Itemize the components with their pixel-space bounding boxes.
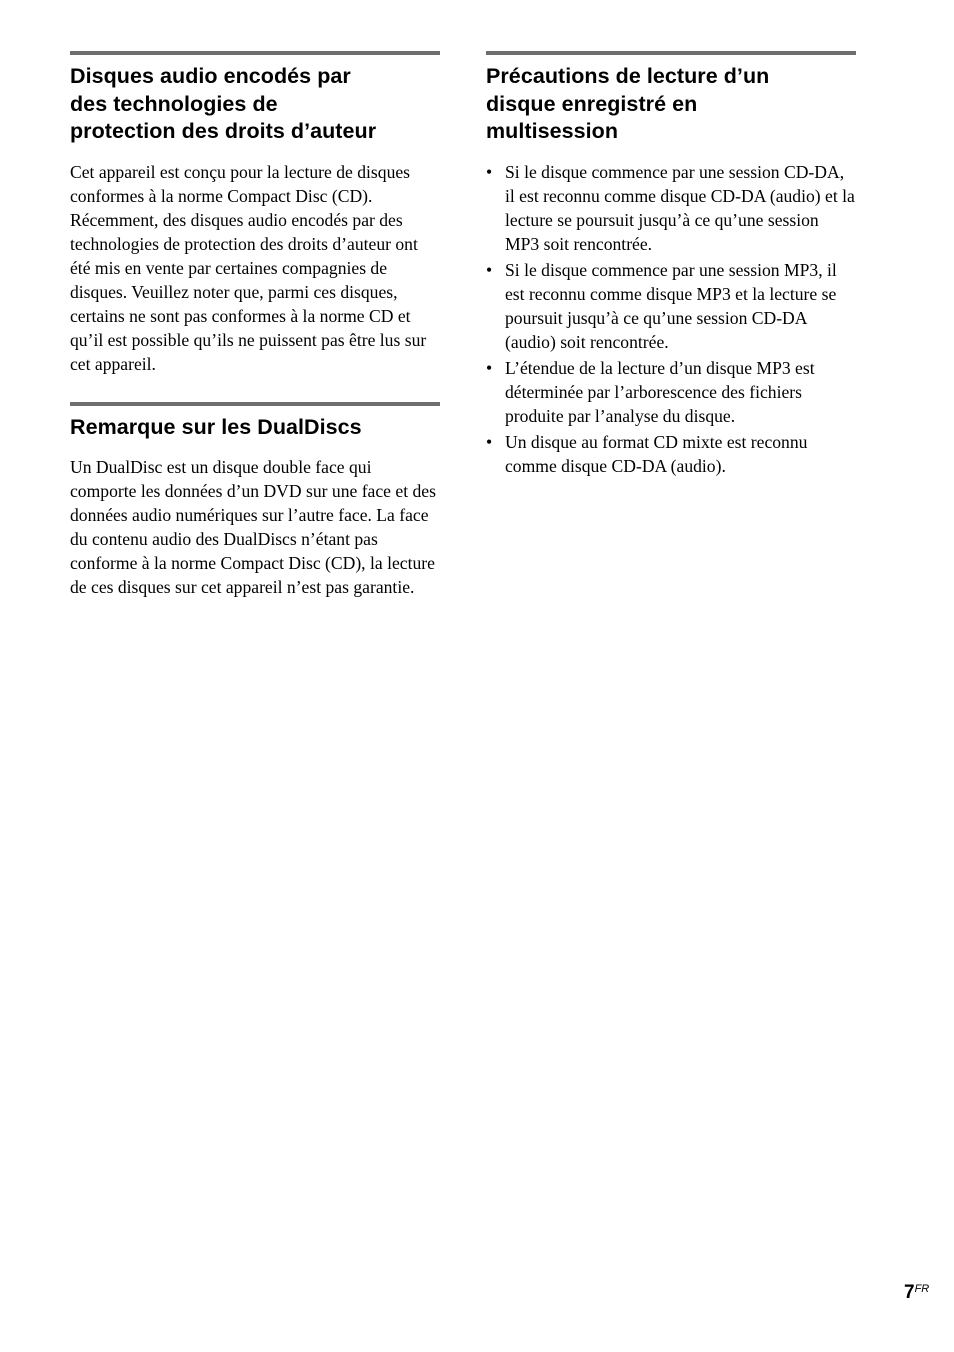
list-item-text: Un disque au format CD mixte est reconnu comme disque CD-DA (audio).: [505, 431, 808, 476]
section-copyright-audio-discs: [70, 51, 440, 376]
bullet-icon: •: [486, 259, 493, 280]
section-body-dualdiscs: Un DualDisc est un disque double face qui comporte les données d’un DVD sur une face et des données audio numériques sur l’autre face. La face du contenu audio des DualDiscs n’étant pas conforme à la norme Compact Disc (CD), la lecture de ces disques sur cet appareil n’est pas garantie.: [70, 457, 436, 597]
page-number: [904, 1282, 929, 1304]
list-item: [486, 258, 856, 354]
list-item-text: Si le disque commence par une session MP3, il est reconnu comme disque MP3 et la lecture se poursuit jusqu’à ce qu’une session CD-DA (audio) soit rencontrée.: [505, 259, 837, 352]
title-line: multisession: [486, 119, 619, 143]
section-divider: [486, 51, 856, 55]
title-line: disque enregistré en: [486, 91, 698, 116]
list-item-text: Si le disque commence par une session CD-DA, il est reconnu comme disque CD-DA (audio) et la lecture se poursuit jusqu’à ce qu’une session MP3 soit rencontrée.: [505, 161, 855, 254]
section-title-dualdiscs: Remarque sur les DualDiscs: [70, 414, 362, 439]
section-body-copyright-audio-discs: Cet appareil est conçu pour la lecture de disques conformes à la norme Compact Disc (CD). Récemment, des disques audio encodés par des technologies de protection des droits d’auteur ont été mis en vente par certaines compagnies de disques. Veuillez noter que, parmi ces disques, certains ne sont pas conformes à la norme CD et qu’il est possible qu’ils ne puissent pas être lus sur cet appareil.: [70, 161, 427, 374]
section-title-multisession: [486, 63, 856, 146]
multisession-bullet-list: [486, 160, 856, 478]
list-item-text: L’étendue de la lecture d’un disque MP3 est déterminée par l’arborescence des fichiers produite par l’analyse du disque.: [505, 357, 815, 426]
bullet-icon: •: [486, 431, 493, 452]
section-multisession: [486, 51, 856, 478]
section-dualdiscs: [70, 402, 440, 600]
title-line: des technologies de: [70, 91, 278, 116]
list-item: [486, 356, 856, 428]
title-line: protection des droits d’auteur: [70, 119, 377, 143]
page-number-value: 7: [904, 1282, 915, 1303]
bullet-icon: •: [486, 357, 493, 378]
bullet-icon: •: [486, 161, 493, 182]
list-item: [486, 430, 856, 478]
list-item: [486, 160, 856, 256]
title-line: Précautions de lecture d’un: [486, 64, 770, 88]
title-line: Disques audio encodés par: [70, 64, 351, 88]
section-divider: [70, 402, 440, 406]
section-title-copyright-audio-discs: [70, 63, 440, 146]
section-divider: [70, 51, 440, 55]
right-column: [486, 51, 856, 480]
page-number-suffix: FR: [914, 1283, 930, 1295]
left-column: [70, 51, 440, 599]
